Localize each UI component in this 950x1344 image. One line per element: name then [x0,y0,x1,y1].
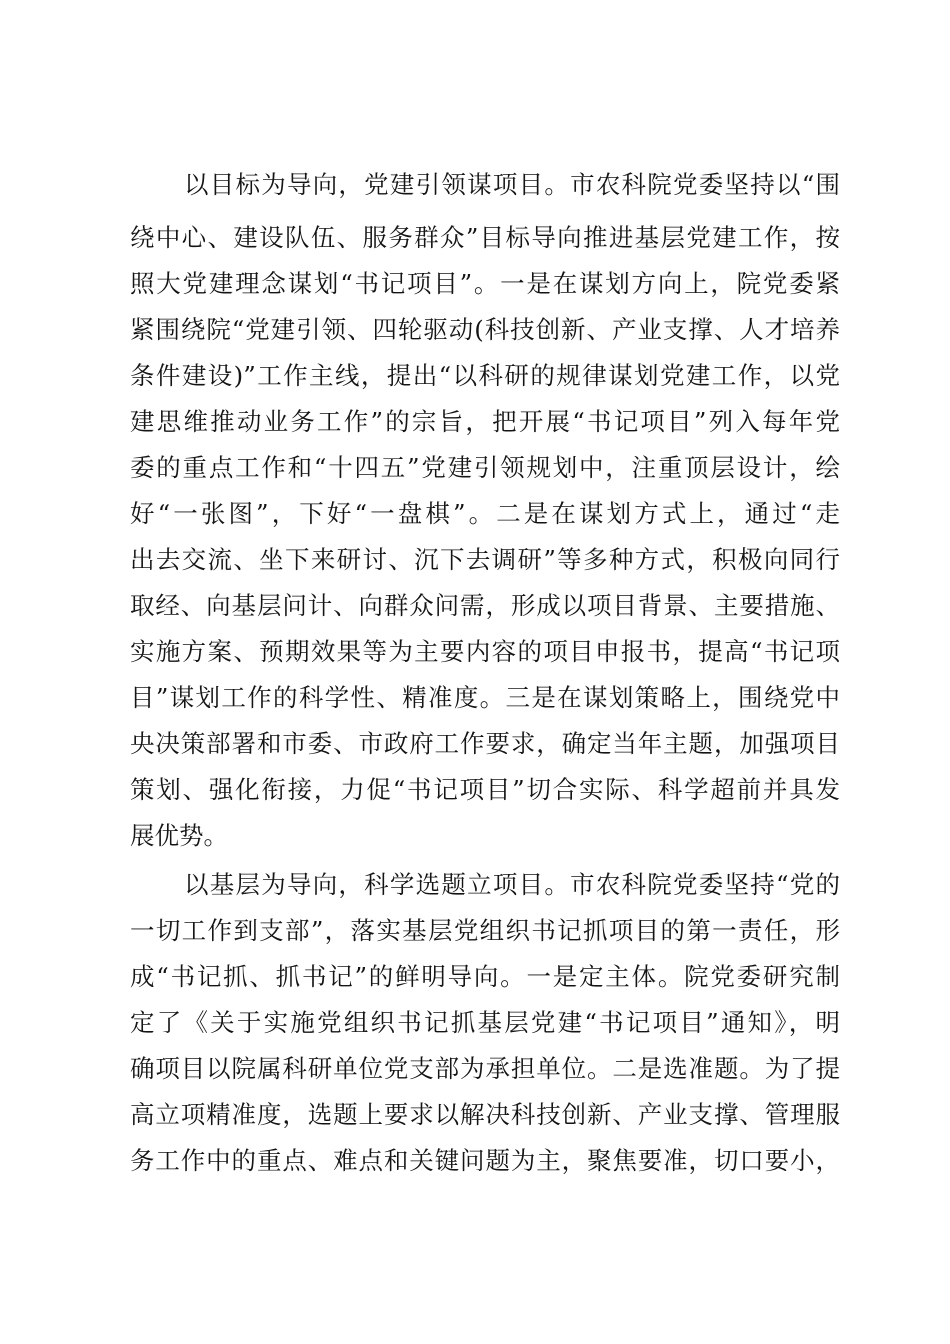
paragraph-1-line-13: 央决策部署和市委、市政府工作要求，确定当年主题，加强项目 [130,729,840,758]
paragraph-1-line-15: 展优势。 [130,821,228,850]
paragraph-1-line-14: 策划、强化衔接，力促“书记项目”切合实际、科学超前并具发 [130,775,840,804]
paragraph-1-line-9: 出去交流、坐下来研讨、沉下去调研”等多种方式，积极向同行 [130,545,840,574]
paragraph-1-line-7: 委的重点工作和“十四五”党建引领规划中，注重顶层设计，绘 [130,453,840,482]
paragraph-2-line-4: 定了《关于实施党组织书记抓基层党建“书记项目”通知》，明 [130,1008,840,1037]
paragraph-1-line-2: 绕中心、建设队伍、服务群众”目标导向推进基层党建工作，按 [130,223,840,252]
paragraph-1-line-10: 取经、向基层问计、向群众问需，形成以项目背景、主要措施、 [130,591,840,620]
paragraph-2-line-6: 高立项精准度，选题上要求以解决科技创新、产业支撑、管理服 [130,1100,840,1129]
paragraph-2-line-5: 确项目以院属科研单位党支部为承担单位。二是选准题。为了提 [130,1054,840,1083]
paragraph-1-line-3: 照大党建理念谋划“书记项目”。一是在谋划方向上，院党委紧 [130,269,840,298]
paragraph-2-line-3: 成“书记抓、抓书记”的鲜明导向。一是定主体。院党委研究制 [130,962,840,991]
paragraph-2-line-2: 一切工作到支部”，落实基层党组织书记抓项目的第一责任，形 [130,916,840,945]
paragraph-1-line-5: 条件建设)”工作主线，提出“以科研的规律谋划党建工作，以党 [130,361,840,390]
paragraph-1-line-12: 目”谋划工作的科学性、精准度。三是在谋划策略上，围绕党中 [130,683,840,712]
paragraph-1-line-4: 紧围绕院“党建引领、四轮驱动(科技创新、产业支撑、人才培养 [130,315,840,344]
paragraph-1-line-6: 建思维推动业务工作”的宗旨，把开展“书记项目”列入每年党 [130,407,840,436]
paragraph-2-line-7: 务工作中的重点、难点和关键问题为主，聚焦要准，切口要小， [130,1146,840,1175]
paragraph-2-line-1: 以基层为导向，科学选题立项目。市农科院党委坚持“党的 [184,870,840,899]
paragraph-1-line-8: 好“一张图”，下好“一盘棋”。二是在谋划方式上，通过“走 [130,499,840,528]
paragraph-1-line-11: 实施方案、预期效果等为主要内容的项目申报书，提高“书记项 [130,637,840,666]
paragraph-1-line-1: 以目标为导向，党建引领谋项目。市农科院党委坚持以“围 [184,170,840,199]
